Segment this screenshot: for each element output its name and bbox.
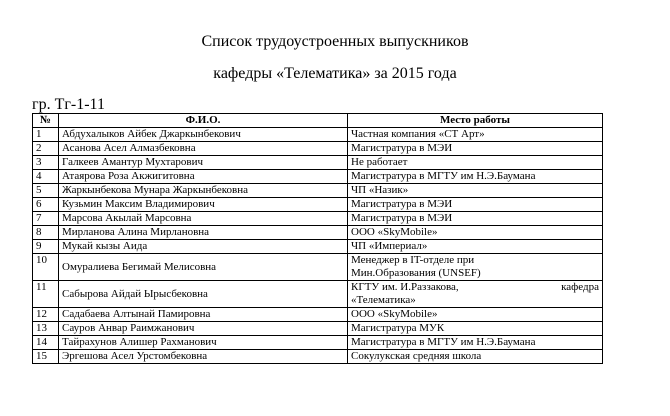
column-header-workplace: Место работы xyxy=(348,114,603,128)
row-workplace: ООО «SkyMobile» xyxy=(348,226,603,240)
table-row xyxy=(33,226,603,240)
row-number: 4 xyxy=(33,170,59,184)
row-number: 9 xyxy=(33,240,59,254)
row-number: 2 xyxy=(33,142,59,156)
column-header-name: Ф.И.О. xyxy=(59,114,348,128)
table-row xyxy=(33,198,603,212)
row-name: Омуралиева Бегимай Мелисовна xyxy=(59,254,348,281)
row-number: 11 xyxy=(33,281,59,308)
row-workplace: Магистратура в МЭИ xyxy=(348,212,603,226)
row-name: Эргешова Асел Урстомбековна xyxy=(59,350,348,364)
row-workplace: Сокулукская средняя школа xyxy=(348,350,603,364)
row-workplace-line xyxy=(351,281,599,294)
row-name: Сабырова Айдай Ырысбековна xyxy=(59,281,348,308)
row-name: Кузьмин Максим Владимирович xyxy=(59,198,348,212)
table-row xyxy=(33,212,603,226)
table-row xyxy=(33,281,603,308)
table-row xyxy=(33,336,603,350)
row-name: Жаркынбекова Мунара Жаркынбековна xyxy=(59,184,348,198)
row-workplace-line: «Телематика» xyxy=(351,294,416,306)
row-number: 14 xyxy=(33,336,59,350)
row-workplace: Частная компания «СТ Арт» xyxy=(348,128,603,142)
table-row xyxy=(33,184,603,198)
row-workplace: Магистратура в МГТУ им Н.Э.Баумана xyxy=(348,170,603,184)
row-number: 10 xyxy=(33,254,59,281)
table-row xyxy=(33,128,603,142)
table-row xyxy=(33,254,603,281)
row-number: 1 xyxy=(33,128,59,142)
row-workplace: Магистратура МУК xyxy=(348,322,603,336)
row-workplace-part: кафедра xyxy=(561,281,599,293)
table-row xyxy=(33,350,603,364)
row-name: Садабаева Алтынай Памировна xyxy=(59,308,348,322)
table-row xyxy=(33,156,603,170)
row-number: 5 xyxy=(33,184,59,198)
column-header-number: № xyxy=(33,114,59,128)
row-number: 8 xyxy=(33,226,59,240)
row-workplace: Магистратура в МЭИ xyxy=(348,142,603,156)
document-subtitle: кафедры «Телематика» за 2015 года xyxy=(213,65,457,82)
row-name: Атаярова Роза Акжигитовна xyxy=(59,170,348,184)
row-name: Галкеев Амантур Мухтарович xyxy=(59,156,348,170)
table-row xyxy=(33,308,603,322)
table-header-row xyxy=(33,114,603,128)
row-number: 7 xyxy=(33,212,59,226)
row-workplace-part: КГТУ им. И.Раззакова, xyxy=(351,281,459,293)
row-workplace-line: Мин.Образования (UNSEF) xyxy=(351,267,481,279)
row-name: Мирланова Алина Мирлановна xyxy=(59,226,348,240)
row-workplace xyxy=(348,281,603,308)
table-row xyxy=(33,322,603,336)
row-name: Сауров Анвар Раимжанович xyxy=(59,322,348,336)
row-name: Марсова Акылай Марсовна xyxy=(59,212,348,226)
row-number: 3 xyxy=(33,156,59,170)
row-name: Мукай кызы Аида xyxy=(59,240,348,254)
row-name: Тайрахунов Алишер Рахманович xyxy=(59,336,348,350)
table-row xyxy=(33,170,603,184)
row-number: 15 xyxy=(33,350,59,364)
row-number: 13 xyxy=(33,322,59,336)
table-row xyxy=(33,240,603,254)
row-workplace: ООО «SkyMobile» xyxy=(348,308,603,322)
row-workplace xyxy=(348,254,603,281)
row-name: Асанова Асел Алмазбековна xyxy=(59,142,348,156)
group-label: гр. Тг-1-11 xyxy=(32,96,105,113)
row-workplace: Магистратура в МЭИ xyxy=(348,198,603,212)
row-workplace-line: Менеджер в IT-отделе при xyxy=(351,254,475,266)
graduates-table xyxy=(32,113,603,364)
row-workplace: ЧП «Назик» xyxy=(348,184,603,198)
row-workplace: Магистратура в МГТУ им Н.Э.Баумана xyxy=(348,336,603,350)
row-name: Абдухалыков Айбек Джаркынбекович xyxy=(59,128,348,142)
table-row xyxy=(33,142,603,156)
row-number: 12 xyxy=(33,308,59,322)
row-workplace: Не работает xyxy=(348,156,603,170)
row-number: 6 xyxy=(33,198,59,212)
document-title: Список трудоустроенных выпускников xyxy=(201,33,469,50)
row-workplace: ЧП «Империал» xyxy=(348,240,603,254)
